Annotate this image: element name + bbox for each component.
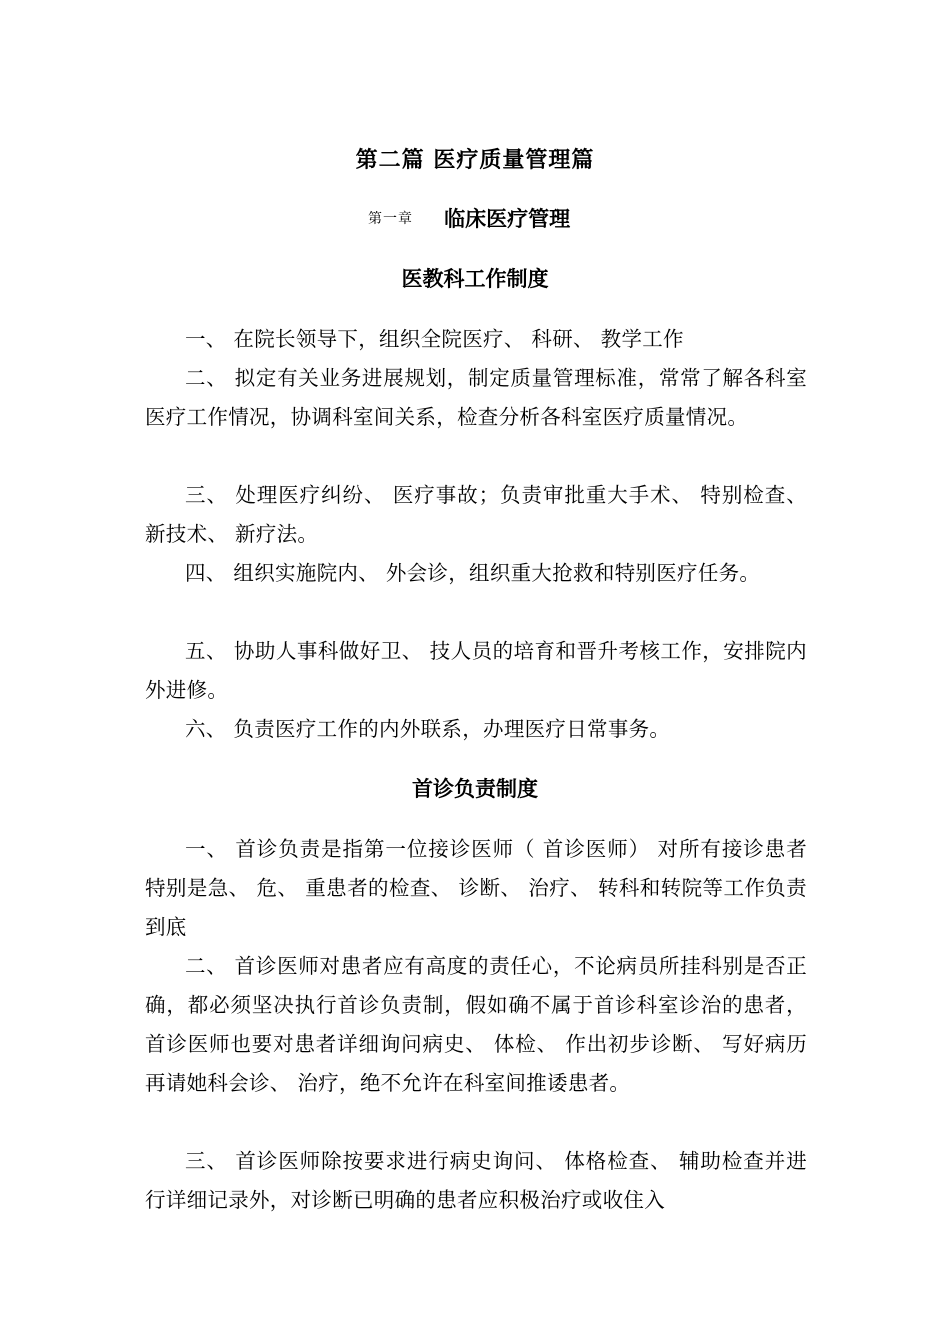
paragraph: 一、 在院长领导下，组织全院医疗、 科研、 教学工作 — [185, 327, 684, 351]
paragraph: 三、 首诊医师除按要求进行病史询问、 体格检查、 辅助检查并进行详细记录外，对诊断已明确的患者应积极治疗或收住入 — [145, 1149, 807, 1212]
section-title-medical-education: 医教科工作制度 — [401, 267, 549, 291]
section-title-first-visit-responsibility: 首诊负责制度 — [412, 777, 538, 801]
part-title: 第二篇 医疗质量管理篇 — [355, 148, 595, 173]
paragraph: 二、 拟定有关业务进展规划，制定质量管理标准，常常了解各科室医疗工作情况，协调科室间关系，检查分析各科室医疗质量情况。 — [145, 366, 807, 429]
chapter-title: 临床医疗管理 — [444, 207, 571, 231]
chapter-label: 第一章 — [368, 211, 413, 227]
paragraph: 二、 首诊医师对患者应有高度的责任心，不论病员所挂科别是否正确，都必须坚决执行首诊负责制，假如确不属于首诊科室诊治的患者，首诊医师也要对患者详细询问病史、 体检、 作出初步诊断、 写好病历再请她科会诊、 治疗，绝不允许在科室间推诿患者。 — [145, 954, 807, 1095]
paragraph: 五、 协助人事科做好卫、 技人员的培育和晋升考核工作，安排院内外进修。 — [145, 639, 807, 702]
paragraph: 四、 组织实施院内、 外会诊，组织重大抢救和特别医疗任务。 — [185, 561, 761, 585]
paragraph: 三、 处理医疗纠纷、 医疗事故；负责审批重大手术、 特别检查、 新技术、 新疗法。 — [145, 483, 807, 546]
paragraph: 一、 首诊负责是指第一位接诊医师（ 首诊医师） 对所有接诊患者特别是急、 危、 重患者的检查、 诊断、 治疗、 转科和转院等工作负责到底 — [145, 837, 807, 939]
chapter-heading — [368, 203, 570, 233]
paragraph: 六、 负责医疗工作的内外联系，办理医疗日常事务。 — [185, 717, 671, 741]
